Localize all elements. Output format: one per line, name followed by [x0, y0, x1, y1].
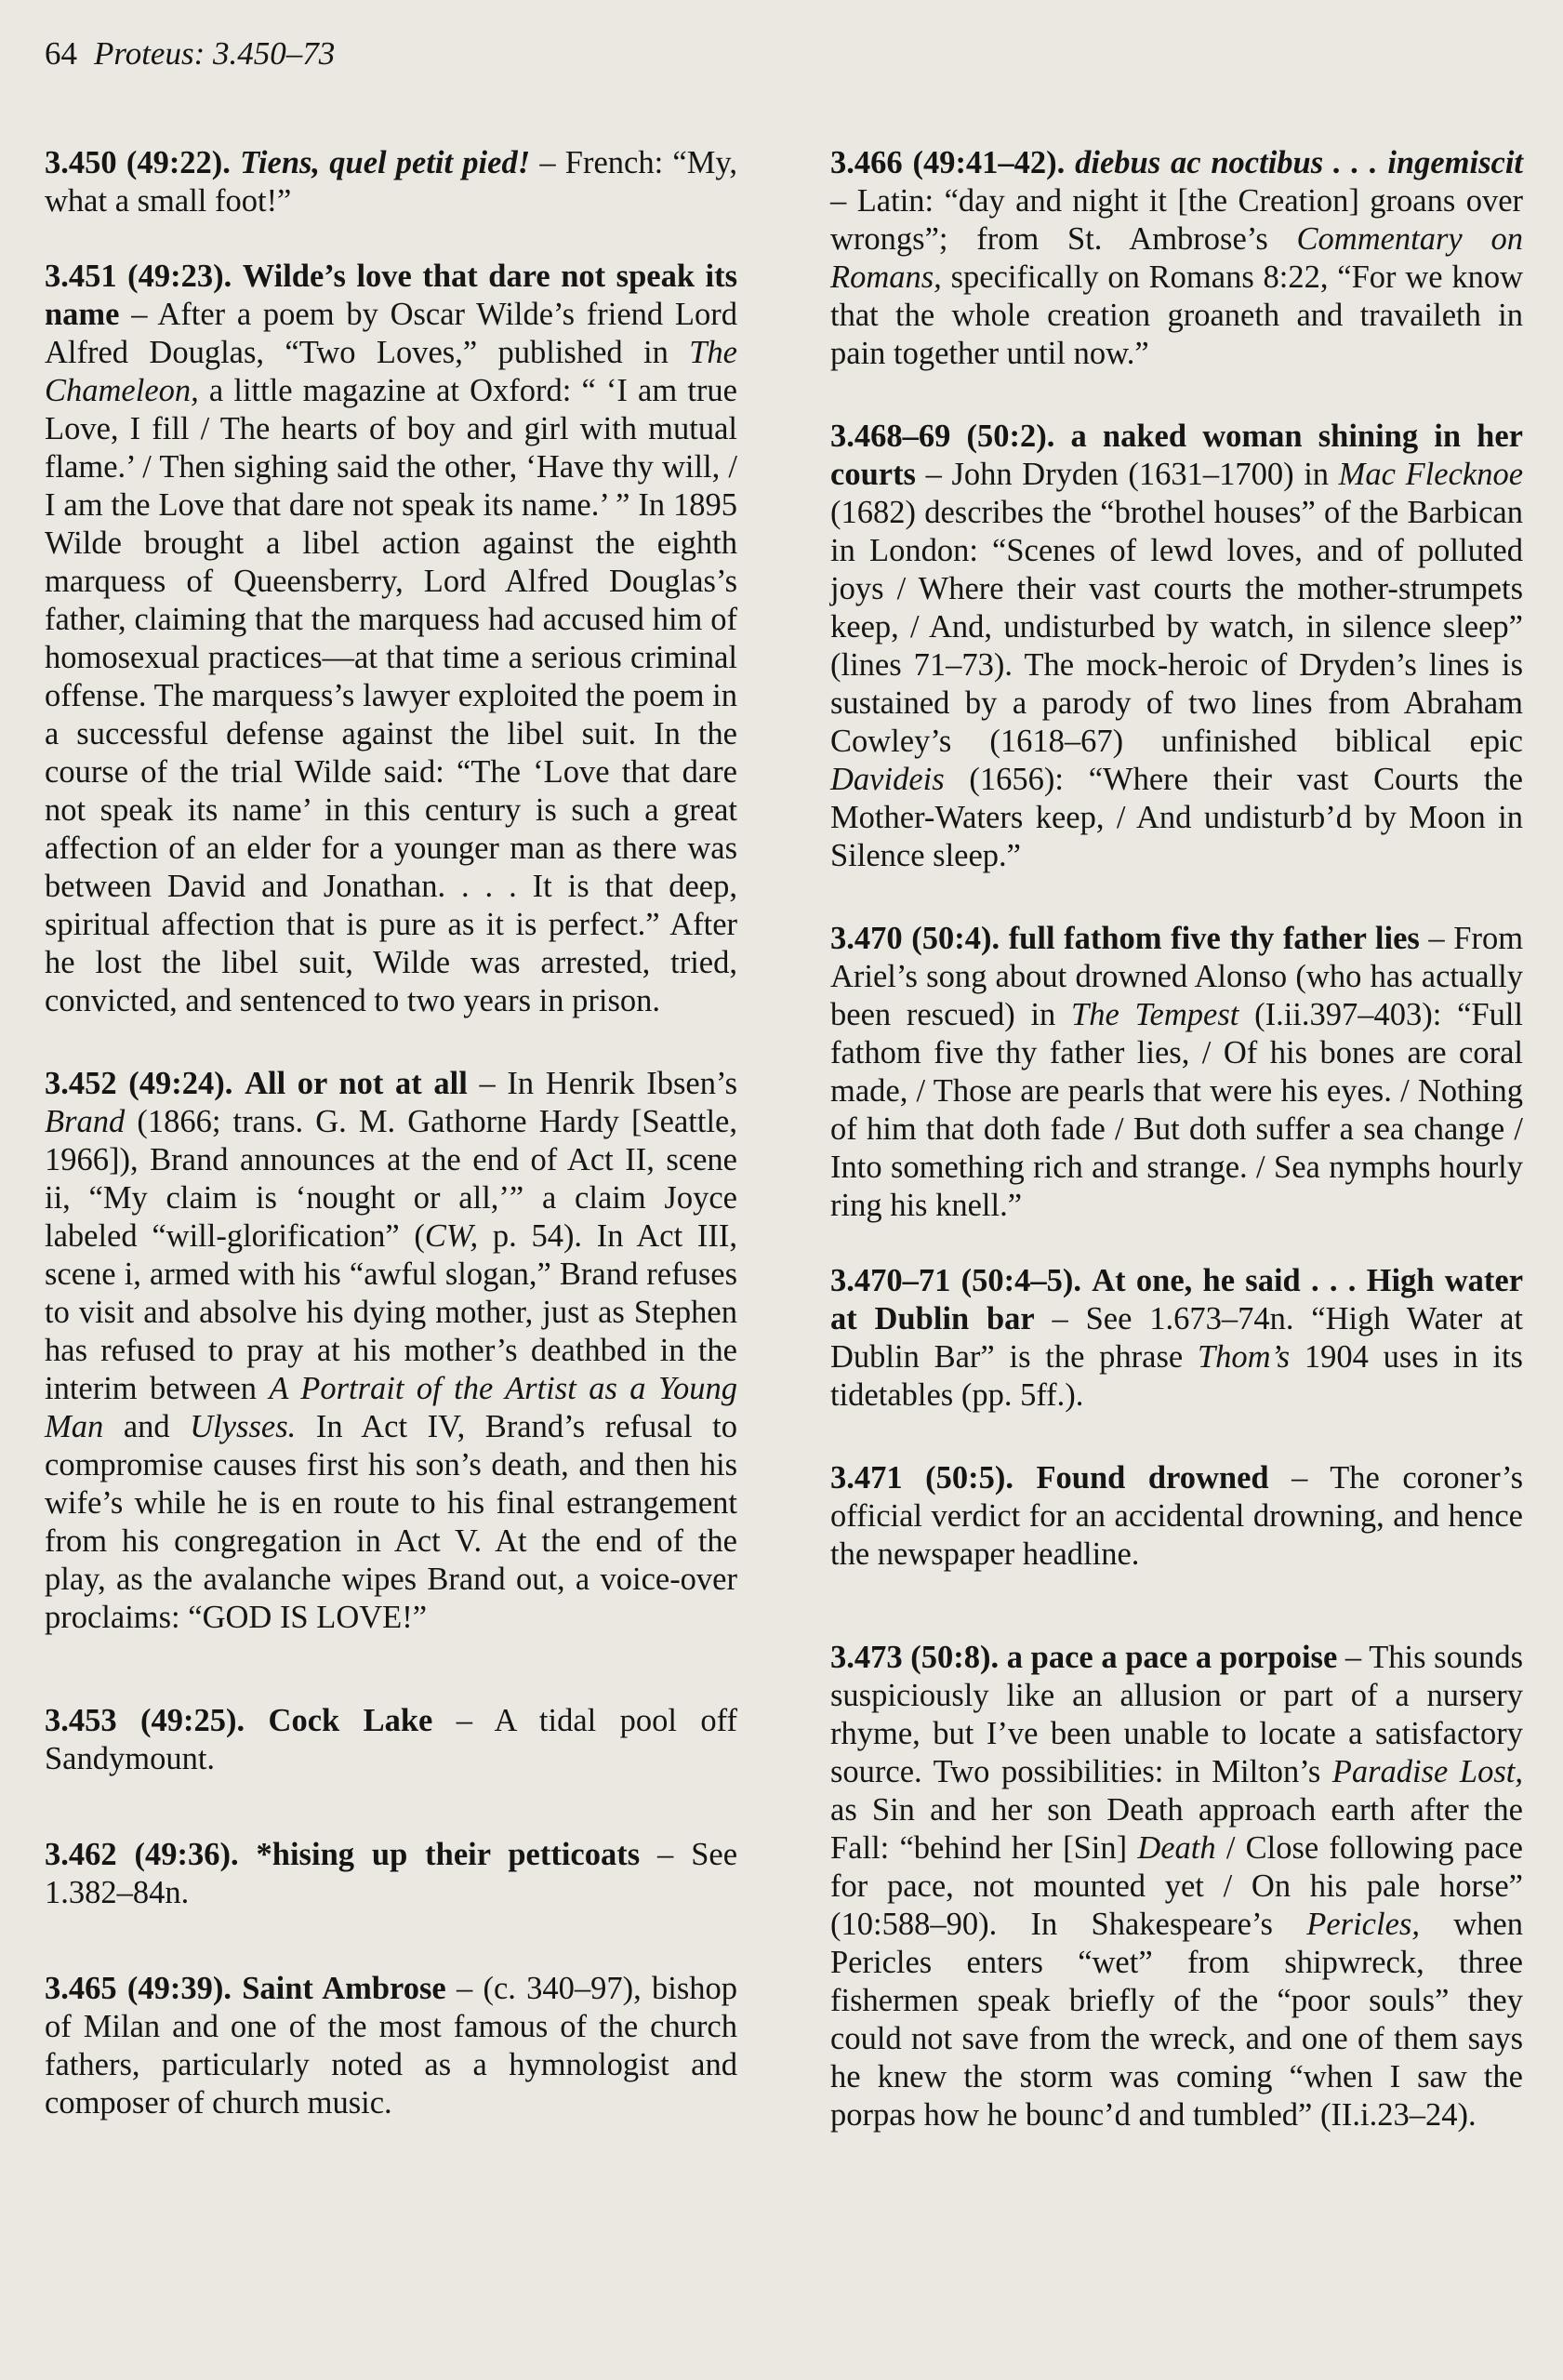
note-gloss: Latin: “day and night it [the Creation] groans over wrongs”; from St. Ambrose’s: [830, 183, 1524, 257]
note-gloss: John Dryden (1631–1700) in: [951, 457, 1339, 492]
note-gloss: a little magazine at Oxford: “ ‘I am true Love, I fill / The hearts of boy and girl with mutual flame.’ / Then sighing said the other, ‘Have thy will, / I am the Love that dare not speak its name.’ ” In 1895 Wilde brought a libel action against the eighth marquess of Queensberry, Lord Alfred Douglas’s father, claiming that the marquess had accused him of homosexual practices—at that time a serious criminal offense. The marquess’s lawyer exploited the poem in a successful defense against the libel suit. In the course of the trial Wilde said: “The ‘Love that dare not speak its name’ in this century is such a great affection of an elder for a younger man as there was between David and Jonathan. . . . It is that deep, spiritual affection that is pure as it is perfect.” After he lost the libel suit, Wilde was arrested, tried, convicted, and sentenced to two years in prison.: [45, 373, 737, 1018]
note-lemma: a naked woman shining in her courts: [830, 419, 1523, 492]
note-title-italic: The Tempest: [1071, 997, 1239, 1032]
note-lemma: Saint Ambrose: [242, 1971, 446, 2006]
note-title-italic: Ulysses.: [190, 1409, 297, 1444]
note-gloss: From Ariel’s song about drowned Alonso (who has actually been rescued) in: [830, 921, 1524, 1032]
note-ref: 3.465 (49:39).: [45, 1971, 232, 2006]
note-gloss: In Henrik Ibsen’s: [507, 1066, 738, 1101]
note-title-italic: Death: [1137, 1830, 1216, 1866]
note-lemma: Cock Lake: [268, 1703, 433, 1738]
note-gloss: (1656): “Where their vast Courts the Mother-Waters keep, / And undisturb’d by Moon in Silence sleep.”: [830, 762, 1523, 873]
note-title-italic: Davideis: [830, 762, 945, 797]
note-entry-3-470-71: 3.470–71 (50:4–5). At one, he said . . . High water at Dublin bar – See 1.673–74n. “High Water at Dublin Bar” is the phrase Thom’s 1904 uses in its tidetables (pp. 5ff.).: [830, 1263, 1524, 1413]
note-ref: 3.453 (49:25).: [45, 1703, 245, 1738]
note-lemma: full fathom five thy father lies: [1008, 921, 1420, 956]
note-gloss: when Pericles enters “wet” from shipwreck, three fishermen speak briefly of the “poor souls” they could not save from the wreck, and one of them says he knew the storm was coming “when I saw the porpas how he bounc’d and tumbled” (II.i.23–24).: [830, 1907, 1523, 2133]
note-gloss: 1904 uses in its tidetables (pp. 5ff.).: [830, 1339, 1523, 1413]
note-gloss: See 1.673–74n. “High Water at Dublin Bar” is the phrase: [830, 1301, 1524, 1375]
note-entry-3-470: 3.470 (50:4). full fathom five thy father lies – From Ariel’s song about drowned Alonso (who has actually been rescued) in The Tempest (I.ii.397–403): “Full fathom five thy father lies, / Of his bones are coral made, / Those are pearls that were his eyes. / Nothing of him that doth fade / But doth suffer a sea change / Into something rich and strange. / Sea nymphs hourly ring his knell.”: [830, 921, 1524, 1223]
note-entry-3-471: 3.471 (50:5). Found drowned – The coroner’s official verdict for an accidental drowning, and hence the newspaper headline.: [830, 1460, 1523, 1572]
note-title-italic: The Chameleon,: [45, 335, 737, 408]
note-ref: 3.462 (49:36).: [45, 1837, 239, 1872]
note-title-italic: Mac Flecknoe: [1338, 457, 1524, 492]
note-gloss: p. 54). In Act III, scene i, armed with his “awful slogan,” Brand refuses to visit and absolve his dying mother, just as Stephen has refused to pray at his mother’s deathbed in the interim between: [45, 1218, 737, 1406]
running-head: [45, 37, 335, 70]
note-ref: 3.452 (49:24).: [45, 1066, 233, 1101]
note-entry-3-465: 3.465 (49:39). Saint Ambrose – (c. 340–97), bishop of Milan and one of the most famous of the church fathers, particularly noted as a hymnologist and composer of church music.: [45, 1971, 737, 2121]
note-ref: 3.471 (50:5).: [830, 1460, 1013, 1496]
note-lemma: Tiens, quel petit pied!: [240, 145, 531, 180]
note-gloss: specifically on Romans 8:22, “For we know that the whole creation groaneth and travaileth in pain together until now.”: [830, 259, 1523, 371]
note-entry-3-466: 3.466 (49:41–42). diebus ac noctibus . . . ingemiscit – Latin: “day and night it [the Creation] groans over wrongs”; from St. Ambrose’s Commentary on Romans, specifically on Romans 8:22, “For we know that the whole creation groaneth and travaileth in pain together until now.”: [830, 145, 1524, 371]
note-title-italic: Commentary on Romans,: [830, 221, 1523, 295]
note-title-italic: A Portrait of the Artist as a Young Man: [45, 1371, 737, 1444]
note-lemma: At one, he said . . . High water at Dublin bar: [830, 1263, 1524, 1336]
note-lemma: a pace a pace a porpoise: [1006, 1640, 1338, 1675]
note-ref: 3.451 (49:23).: [45, 259, 232, 294]
note-ref: 3.450 (49:22).: [45, 145, 231, 180]
note-gloss: A tidal pool off Sandymount.: [45, 1703, 737, 1776]
note-gloss: and: [103, 1409, 191, 1444]
note-title-italic: Brand: [45, 1104, 126, 1139]
left-column: [45, 144, 737, 2122]
note-title-italic: Paradise Lost,: [1331, 1754, 1523, 1789]
note-lemma: All or not at all: [245, 1066, 468, 1101]
note-entry-3-452: 3.452 (49:24). All or not at all – In Henrik Ibsen’s Brand (1866; trans. G. M. Gathorne Hardy [Seattle, 1966]), Brand announces at the end of Act II, scene ii, “My claim is ‘nought or all,’” a claim Joyce labeled “will-glorification” (CW, p. 54). In Act III, scene i, armed with his “awful slogan,” Brand refuses to visit and absolve his dying mother, just as Stephen has refused to pray at his mother’s deathbed in the interim between A Portrait of the Artist as a Young Man and Ulysses. In Act IV, Brand’s refusal to compromise causes first his son’s death, and then his wife’s while he is en route to his final estrangement from his congregation in Act V. At the end of the play, as the avalanche wipes Brand out, a voice-over proclaims: “GOD IS LOVE!”: [45, 1066, 738, 1635]
note-gloss: (c. 340–97), bishop of Milan and one of the most famous of the church fathers, particularly noted as a hymnologist and composer of church music.: [45, 1971, 737, 2121]
note-entry-3-451: 3.451 (49:23). Wilde’s love that dare not speak its name – After a poem by Oscar Wilde’s friend Lord Alfred Douglas, “Two Loves,” published in The Chameleon, a little magazine at Oxford: “ ‘I am true Love, I fill / The hearts of boy and girl with mutual flame.’ / Then sighing said the other, ‘Have thy will, / I am the Love that dare not speak its name.’ ” In 1895 Wilde brought a libel action against the eighth marquess of Queensberry, Lord Alfred Douglas’s father, claiming that the marquess had accused him of homosexual practices—at that time a serious criminal offense. The marquess’s lawyer exploited the poem in a successful defense against the libel suit. In the course of the trial Wilde said: “The ‘Love that dare not speak its name’ in this century is such a great affection of an elder for a younger man as there was between David and Jonathan. . . . It is that deep, spiritual affection that is pure as it is perfect.” After he lost the libel suit, Wilde was arrested, tried, convicted, and sentenced to two years in prison.: [45, 259, 738, 1018]
note-title-italic: CW,: [424, 1218, 479, 1254]
note-entry-3-462: 3.462 (49:36). *hising up their petticoats – See 1.382–84n.: [45, 1837, 738, 1910]
note-ref: 3.470 (50:4).: [830, 921, 1000, 956]
note-ref: 3.473 (50:8).: [830, 1640, 1000, 1675]
note-lemma: diebus ac noctibus . . . ingemiscit: [1075, 145, 1523, 180]
note-entry-3-450: 3.450 (49:22). Tiens, quel petit pied! – French: “My, what a small foot!”: [45, 145, 738, 219]
note-gloss: After a poem by Oscar Wilde’s friend Lord Alfred Douglas, “Two Loves,” published in: [45, 297, 737, 370]
running-head-title: Proteus: 3.450–73: [94, 35, 336, 72]
note-ref: 3.470–71 (50:4–5).: [830, 1263, 1081, 1298]
note-gloss: / Close following pace for pace, not mounted yet / On his pale horse” (10:588–90). In Shakespeare’s: [830, 1830, 1523, 1942]
note-lemma: Wilde’s love that dare not speak its name: [45, 259, 738, 332]
note-gloss: (I.ii.397–403): “Full fathom five thy father lies, / Of his bones are coral made, / Those are pearls that were his eyes. / Nothing of him that doth fade / But doth suffer a sea change / Into something rich and strange. / Sea nymphs hourly ring his knell.”: [830, 997, 1523, 1223]
note-ref: 3.468–69 (50:2).: [830, 419, 1055, 454]
note-lemma: Found drowned: [1036, 1460, 1269, 1496]
note-gloss: (1682) describes the “brothel houses” of the Barbican in London: “Scenes of lewd loves, and of polluted joys / Where their vast courts the mother-strumpets keep, / And, undisturbed by watch, in silence sleep” (lines 71–73). The mock-heroic of Dryden’s lines is sustained by a parody of two lines from Abraham Cowley’s (1618–67) unfinished biblical epic: [830, 495, 1523, 759]
right-column: [830, 144, 1523, 2134]
note-lemma: *hising up their petticoats: [256, 1837, 641, 1872]
note-gloss: See 1.382–84n.: [45, 1837, 738, 1910]
note-gloss: (1866; trans. G. M. Gathorne Hardy [Seattle, 1966]), Brand announces at the end of Act II, scene ii, “My claim is ‘nought or all,’” a claim Joyce labeled “will-glorification” (: [45, 1104, 737, 1254]
note-ref: 3.466 (49:41–42).: [830, 145, 1066, 180]
note-entry-3-453: 3.453 (49:25). Cock Lake – A tidal pool off Sandymount.: [45, 1703, 737, 1776]
note-gloss: French: “My, what a small foot!”: [45, 145, 738, 219]
page-number: 64: [45, 35, 77, 72]
note-gloss: The coroner’s official verdict for an accidental drowning, and hence the newspaper headline.: [830, 1460, 1523, 1572]
note-gloss: In Act IV, Brand’s refusal to compromise causes first his son’s death, and then his wife’s while he is en route to his final estrangement from his congregation in Act V. At the end of the play, as the avalanche wipes Brand out, a voice-over proclaims: “GOD IS LOVE!”: [45, 1409, 737, 1635]
note-gloss: This sounds suspiciously like an allusion or part of a nursery rhyme, but I’ve been unable to locate a satisfactory source. Two possibilities: in Milton’s: [830, 1640, 1524, 1789]
note-gloss: as Sin and her son Death approach earth after the Fall: “behind her [Sin]: [830, 1792, 1523, 1866]
note-title-italic: Thom’s: [1198, 1339, 1291, 1375]
note-entry-3-473: 3.473 (50:8). a pace a pace a porpoise – This sounds suspiciously like an allusion or part of a nursery rhyme, but I’ve been unable to locate a satisfactory source. Two possibilities: in Milton’s Paradise Lost, as Sin and her son Death approach earth after the Fall: “behind her [Sin] Death / Close following pace for pace, not mounted yet / On his pale horse” (10:588–90). In Shakespeare’s Pericles, when Pericles enters “wet” from shipwreck, three fishermen speak briefly of the “poor souls” they could not save from the wreck, and one of them says he knew the storm was coming “when I saw the porpas how he bounc’d and tumbled” (II.i.23–24).: [830, 1640, 1524, 2133]
note-entry-3-468-69: 3.468–69 (50:2). a naked woman shining in her courts – John Dryden (1631–1700) in Mac Flecknoe (1682) describes the “brothel houses” of the Barbican in London: “Scenes of lewd loves, and of polluted joys / Where their vast courts the mother-strumpets keep, / And, undisturbed by watch, in silence sleep” (lines 71–73). The mock-heroic of Dryden’s lines is sustained by a parody of two lines from Abraham Cowley’s (1618–67) unfinished biblical epic Davideis (1656): “Where their vast Courts the Mother-Waters keep, / And undisturb’d by Moon in Silence sleep.”: [830, 419, 1524, 873]
note-title-italic: Pericles,: [1306, 1907, 1420, 1942]
